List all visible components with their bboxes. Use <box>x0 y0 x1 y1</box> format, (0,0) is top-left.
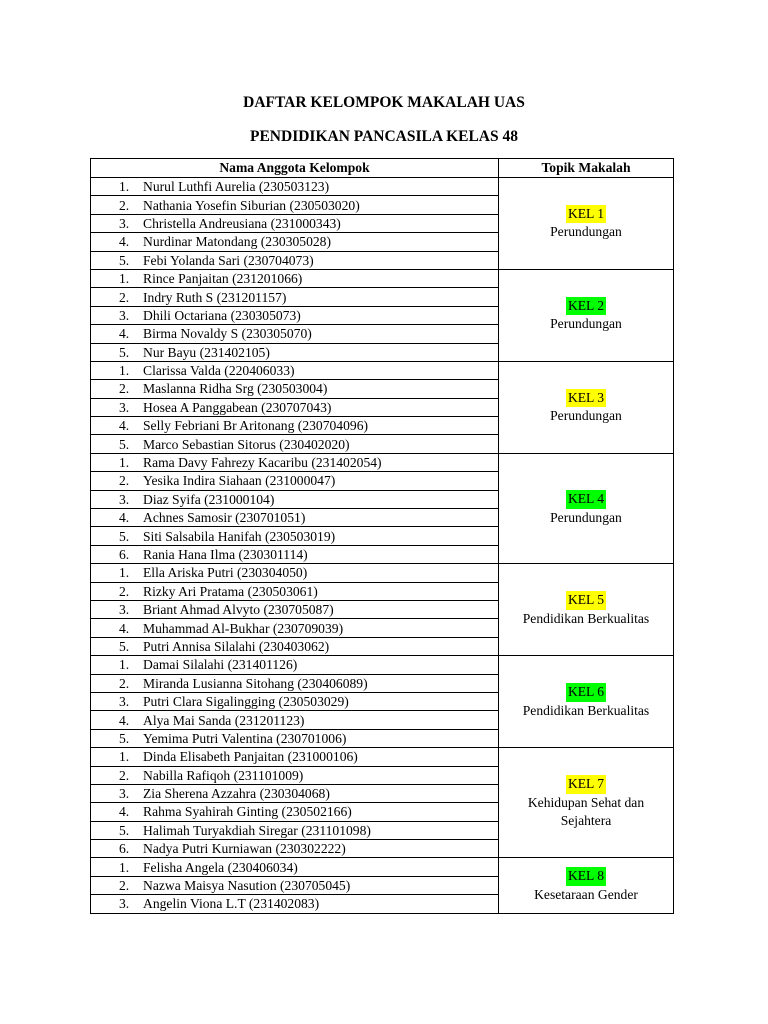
member-name: Nurdinar Matondang (230305028) <box>143 234 332 250</box>
member-number: 3. <box>119 694 130 710</box>
member-cell <box>91 564 499 582</box>
topic-text: Perundungan <box>550 408 622 424</box>
member-number: 1. <box>119 179 130 195</box>
member-name: Siti Salsabila Hanifah (230503019) <box>143 528 336 544</box>
member-name: Marco Sebastian Sitorus (230402020) <box>143 436 350 452</box>
member-name: Rince Panjaitan (231201066) <box>143 271 303 287</box>
member-name: Halimah Turyakdiah Siregar (231101098) <box>143 822 371 838</box>
member-name: Rama Davy Fahrezy Kacaribu (231402054) <box>143 455 382 471</box>
member-name: Damai Silalahi (231401126) <box>143 657 298 673</box>
member-number: 5. <box>119 436 130 452</box>
member-number: 1. <box>119 363 130 379</box>
member-number: 1. <box>119 271 130 287</box>
member-number: 5. <box>119 528 130 544</box>
member-cell <box>91 545 499 563</box>
member-number: 2. <box>119 878 130 894</box>
topic-text: Kesetaraan Gender <box>534 886 638 902</box>
member-name: Briant Ahmad Alvyto (230705087) <box>143 602 334 618</box>
topic-text: Perundungan <box>550 509 622 525</box>
member-number: 3. <box>119 399 130 415</box>
topic-cell <box>499 453 674 563</box>
member-number: 2. <box>119 197 130 213</box>
member-cell <box>91 840 499 858</box>
member-number: 4. <box>119 620 130 636</box>
member-number: 1. <box>119 565 130 581</box>
member-name: Muhammad Al-Bukhar (230709039) <box>143 620 344 636</box>
group-table <box>90 158 674 914</box>
member-cell <box>91 784 499 802</box>
member-number: 3. <box>119 491 130 507</box>
member-name: Birma Novaldy S (230305070) <box>143 326 312 342</box>
member-number: 4. <box>119 804 130 820</box>
member-cell <box>91 361 499 379</box>
member-cell <box>91 472 499 490</box>
member-cell <box>91 490 499 508</box>
document-subtitle: PENDIDIKAN PANCASILA KELAS 48 <box>250 128 518 145</box>
member-name: Miranda Lusianna Sitohang (230406089) <box>143 675 368 691</box>
member-number: 2. <box>119 583 130 599</box>
member-number: 1. <box>119 749 130 765</box>
member-number: 4. <box>119 234 130 250</box>
member-cell <box>91 600 499 618</box>
member-cell <box>91 766 499 784</box>
member-cell <box>91 178 499 196</box>
member-name: Maslanna Ridha Srg (230503004) <box>143 381 328 397</box>
member-name: Clarissa Valda (220406033) <box>143 363 295 379</box>
member-cell <box>91 858 499 876</box>
group-label: KEL 4 <box>566 490 606 509</box>
table-header-row <box>91 159 674 178</box>
member-name: Rizky Ari Pratama (230503061) <box>143 583 318 599</box>
member-number: 2. <box>119 289 130 305</box>
member-name: Dinda Elisabeth Panjaitan (231000106) <box>143 749 358 765</box>
member-name: Nadya Putri Kurniawan (230302222) <box>143 841 346 857</box>
header-members: Nama Anggota Kelompok <box>91 159 499 178</box>
member-name: Putri Clara Sigalingging (230503029) <box>143 694 349 710</box>
topic-text: Kehidupan Sehat dan Sejahtera <box>527 794 645 829</box>
member-cell <box>91 692 499 710</box>
member-number: 3. <box>119 896 130 912</box>
member-cell <box>91 417 499 435</box>
member-name: Rahma Syahirah Ginting (230502166) <box>143 804 352 820</box>
topic-cell <box>499 748 674 858</box>
member-cell <box>91 509 499 527</box>
member-cell <box>91 619 499 637</box>
topic-text: Pendidikan Berkualitas <box>522 610 650 626</box>
table-row <box>91 453 674 471</box>
topic-cell <box>499 858 674 913</box>
member-name: Diaz Syifa (231000104) <box>143 491 275 507</box>
member-name: Nurul Luthfi Aurelia (230503123) <box>143 179 330 195</box>
member-cell <box>91 748 499 766</box>
member-name: Nabilla Rafiqoh (231101009) <box>143 767 304 783</box>
group-label: KEL 3 <box>566 389 606 408</box>
member-number: 1. <box>119 657 130 673</box>
member-name: Zia Sherena Azzahra (230304068) <box>143 786 330 802</box>
member-cell <box>91 674 499 692</box>
member-cell <box>91 233 499 251</box>
member-name: Nazwa Maisya Nasution (230705045) <box>143 878 351 894</box>
member-name: Selly Febriani Br Aritonang (230704096) <box>143 418 369 434</box>
member-name: Yesika Indira Siahaan (231000047) <box>143 473 336 489</box>
member-number: 6. <box>119 841 130 857</box>
member-name: Nathania Yosefin Siburian (230503020) <box>143 197 360 213</box>
member-name: Nur Bayu (231402105) <box>143 344 270 360</box>
member-number: 3. <box>119 215 130 231</box>
table-row <box>91 269 674 287</box>
member-number: 1. <box>119 859 130 875</box>
member-name: Putri Annisa Silalahi (230403062) <box>143 638 330 654</box>
member-cell <box>91 214 499 232</box>
member-cell <box>91 582 499 600</box>
table-row <box>91 178 674 196</box>
member-number: 3. <box>119 307 130 323</box>
member-number: 6. <box>119 547 130 562</box>
member-number: 2. <box>119 381 130 397</box>
member-number: 2. <box>119 473 130 489</box>
member-cell <box>91 729 499 747</box>
header-topic: Topik Makalah <box>499 159 674 178</box>
member-number: 3. <box>119 602 130 618</box>
table-row <box>91 858 674 876</box>
member-cell <box>91 821 499 839</box>
topic-cell <box>499 178 674 270</box>
member-number: 5. <box>119 822 130 838</box>
group-label: KEL 6 <box>566 683 606 702</box>
member-number: 3. <box>119 786 130 802</box>
member-name: Angelin Viona L.T (231402083) <box>143 896 320 912</box>
member-name: Rania Hana Ilma (230301114) <box>143 547 308 562</box>
member-name: Achnes Samosir (230701051) <box>143 510 306 526</box>
table-row <box>91 748 674 766</box>
member-cell <box>91 527 499 545</box>
group-label: KEL 8 <box>566 867 606 886</box>
table-row <box>91 361 674 379</box>
member-name: Ella Ariska Putri (230304050) <box>143 565 308 581</box>
group-label: KEL 2 <box>566 297 606 316</box>
member-cell <box>91 343 499 361</box>
member-name: Hosea A Panggabean (230707043) <box>143 399 332 415</box>
topic-cell <box>499 564 674 656</box>
member-number: 1. <box>119 455 130 471</box>
member-number: 4. <box>119 326 130 342</box>
member-cell <box>91 656 499 674</box>
member-number: 5. <box>119 344 130 360</box>
member-cell <box>91 196 499 214</box>
table-body <box>91 178 674 914</box>
member-cell <box>91 876 499 894</box>
member-name: Indry Ruth S (231201157) <box>143 289 287 305</box>
member-name: Alya Mai Sanda (231201123) <box>143 712 305 728</box>
topic-text: Perundungan <box>550 224 622 240</box>
member-cell <box>91 803 499 821</box>
topic-text: Perundungan <box>550 316 622 332</box>
table-row <box>91 656 674 674</box>
member-number: 2. <box>119 767 130 783</box>
group-label: KEL 7 <box>566 775 606 794</box>
member-cell <box>91 637 499 655</box>
member-name: Felisha Angela (230406034) <box>143 859 298 875</box>
member-cell <box>91 306 499 324</box>
table-row <box>91 564 674 582</box>
member-cell <box>91 269 499 287</box>
document-title: DAFTAR KELOMPOK MAKALAH UAS <box>243 94 525 111</box>
member-name: Febi Yolanda Sari (230704073) <box>143 252 314 268</box>
member-name: Christella Andreusiana (231000343) <box>143 215 341 231</box>
member-cell <box>91 251 499 269</box>
group-label: KEL 1 <box>566 205 606 224</box>
member-number: 5. <box>119 730 130 746</box>
member-number: 4. <box>119 712 130 728</box>
member-number: 2. <box>119 675 130 691</box>
member-cell <box>91 325 499 343</box>
member-number: 5. <box>119 638 130 654</box>
member-cell <box>91 380 499 398</box>
member-number: 5. <box>119 252 130 268</box>
member-cell <box>91 453 499 471</box>
member-number: 4. <box>119 510 130 526</box>
group-label: KEL 5 <box>566 591 606 610</box>
member-number: 4. <box>119 418 130 434</box>
topic-cell <box>499 656 674 748</box>
member-cell <box>91 435 499 453</box>
topic-cell <box>499 269 674 361</box>
topic-cell <box>499 361 674 453</box>
topic-text: Pendidikan Berkualitas <box>522 702 650 718</box>
member-name: Dhili Octariana (230305073) <box>143 307 301 323</box>
member-cell <box>91 398 499 416</box>
member-name: Yemima Putri Valentina (230701006) <box>143 730 347 746</box>
member-cell <box>91 288 499 306</box>
member-cell <box>91 711 499 729</box>
member-cell <box>91 895 499 913</box>
